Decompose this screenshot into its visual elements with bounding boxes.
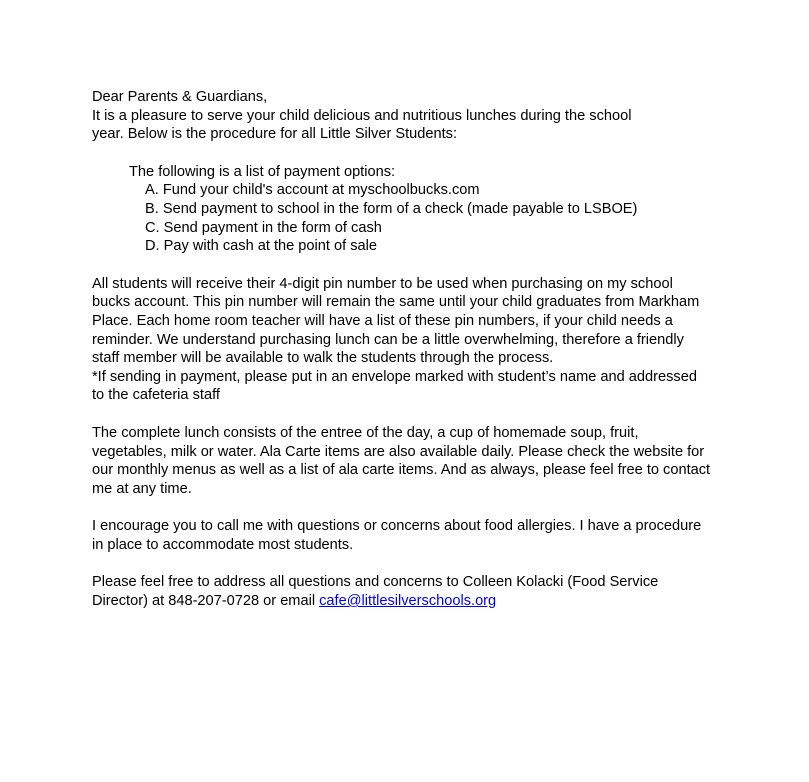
contact-text: Please feel free to address all questions and concerns to Colleen Kolacki (Food Service Director) at 848-207-0728 or email [92,574,659,610]
list-item: A. Fund your child's account at myschoolbucks.com [145,182,480,199]
payment-options-intro: The following is a list of payment options: [129,163,396,180]
payment-options-list [92,181,732,255]
intro-paragraph: It is a pleasure to serve your child delicious and nutritious lunches during the school year. Below is the procedure for all Little Silver Students: [92,107,632,143]
salutation: Dear Parents & Guardians, [92,89,268,105]
list-item: B. Send payment to school in the form of a check (made payable to LSBOE) [145,200,638,217]
letter-body [92,88,732,611]
lunch-paragraph: The complete lunch consists of the entree of the day, a cup of homemade soup, fruit, vegetables, milk or water. Ala Carte items are also available daily. Please check the website for our monthly menus as well as a list of ala carte items. And as always, please feel free to contact me at any time. [92,424,711,497]
allergy-paragraph: I encourage you to call me with questions or concerns about food allergies. I have a procedure in place to accommodate most students. [92,518,702,553]
contact-paragraph [92,573,732,610]
list-item: C. Send payment in the form of cash [145,219,382,236]
list-item: D. Pay with cash at the point of sale [145,238,378,255]
payment-note: *If sending in payment, please put in an envelope marked with student’s name and addressed to the cafeteria staff [92,368,697,404]
pin-paragraph: All students will receive their 4-digit pin number to be used when purchasing on my school bucks account. This pin number will remain the same until your child graduates from Markham Place. Each home room teacher will have a list of these pin numbers, if your child needs a reminder. We understand purchasing lunch can be a little overwhelming, therefore a friendly staff member will be available to walk the students through the process. [92,275,700,367]
email-link[interactable]: cafe@littlesilverschools.org [319,593,497,610]
